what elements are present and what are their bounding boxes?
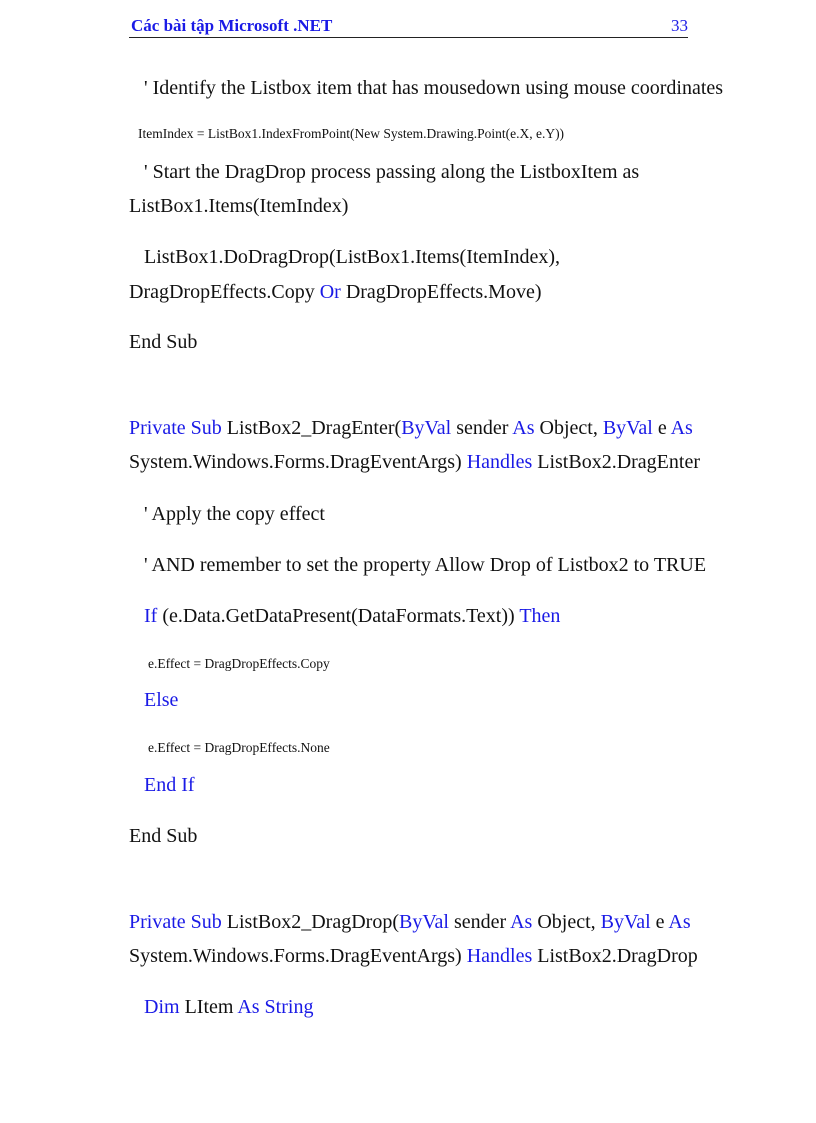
code-line xyxy=(129,944,698,968)
code-keyword: Else xyxy=(144,689,179,711)
code-keyword: ByVal xyxy=(600,911,651,933)
code-text: ' Start the DragDrop process passing along the ListboxItem as xyxy=(144,161,640,183)
code-keyword: As xyxy=(510,911,533,933)
page-number: 33 xyxy=(671,16,688,35)
code-line xyxy=(144,688,178,712)
code-line xyxy=(144,76,723,100)
code-text: System.Windows.Forms.DragEventArgs) xyxy=(129,451,467,473)
code-text: ListBox1.Items(ItemIndex) xyxy=(129,195,349,217)
code-text: ItemIndex = ListBox1.IndexFromPoint(New System.Drawing.Point(e.X, e.Y)) xyxy=(138,126,565,141)
code-line xyxy=(144,604,560,628)
code-line xyxy=(144,502,325,526)
code-line xyxy=(144,773,195,797)
code-line xyxy=(129,416,693,440)
code-keyword: As xyxy=(670,417,693,439)
code-text: ' AND remember to set the property Allow Drop of Listbox2 to TRUE xyxy=(144,554,707,576)
code-text: sender xyxy=(451,417,513,439)
code-text: e xyxy=(650,911,669,933)
code-text: ListBox2_DragEnter( xyxy=(221,417,402,439)
code-line xyxy=(129,824,197,848)
code-keyword: End If xyxy=(144,774,195,796)
code-keyword: As xyxy=(512,417,535,439)
code-text: DragDropEffects.Move) xyxy=(340,281,542,303)
code-line xyxy=(129,330,197,354)
code-text: ' Apply the copy effect xyxy=(144,503,325,525)
code-keyword: Private Sub xyxy=(129,417,222,439)
code-keyword: If xyxy=(144,605,158,627)
code-line xyxy=(144,160,639,184)
code-line xyxy=(144,995,313,1019)
code-line xyxy=(129,450,700,474)
document-title: Các bài tập Microsoft .NET xyxy=(131,16,333,35)
code-line xyxy=(144,245,560,269)
code-text: e.Effect = DragDropEffects.Copy xyxy=(148,656,330,671)
code-keyword: Handles xyxy=(466,451,533,473)
code-text: sender xyxy=(448,911,511,933)
code-keyword: Or xyxy=(319,281,341,303)
code-text: Object, xyxy=(534,417,603,439)
code-text: End Sub xyxy=(129,825,198,847)
code-text: (e.Data.GetDataPresent(DataFormats.Text)) xyxy=(157,605,520,627)
code-text: System.Windows.Forms.DragEventArgs) xyxy=(129,945,467,967)
code-text: ListBox2.DragDrop xyxy=(532,945,698,967)
code-keyword: Private Sub xyxy=(129,911,222,933)
code-line xyxy=(129,910,691,934)
code-keyword: As String xyxy=(237,996,314,1018)
code-line xyxy=(148,655,330,673)
code-keyword: ByVal xyxy=(602,417,653,439)
code-text: ' Identify the Listbox item that has mousedown using mouse coordinates xyxy=(144,77,724,99)
code-keyword: Dim xyxy=(144,996,180,1018)
code-line xyxy=(144,553,706,577)
code-text: LItem xyxy=(179,996,238,1018)
code-keyword: Handles xyxy=(466,945,533,967)
code-text: ListBox1.DoDragDrop(ListBox1.Items(ItemIndex), xyxy=(144,246,561,268)
code-text: ListBox2.DragEnter xyxy=(532,451,700,473)
code-text: e xyxy=(652,417,671,439)
code-keyword: ByVal xyxy=(398,911,449,933)
code-text: End Sub xyxy=(129,331,198,353)
code-text: Object, xyxy=(532,911,601,933)
code-line xyxy=(129,194,348,218)
code-keyword: ByVal xyxy=(401,417,452,439)
page-header xyxy=(129,15,688,38)
code-keyword: Then xyxy=(519,605,561,627)
code-text: DragDropEffects.Copy xyxy=(129,281,320,303)
code-line xyxy=(129,280,542,304)
code-line xyxy=(138,125,564,143)
code-line xyxy=(148,739,330,757)
code-text: ListBox2_DragDrop( xyxy=(221,911,399,933)
code-keyword: As xyxy=(668,911,691,933)
code-text: e.Effect = DragDropEffects.None xyxy=(148,740,330,755)
